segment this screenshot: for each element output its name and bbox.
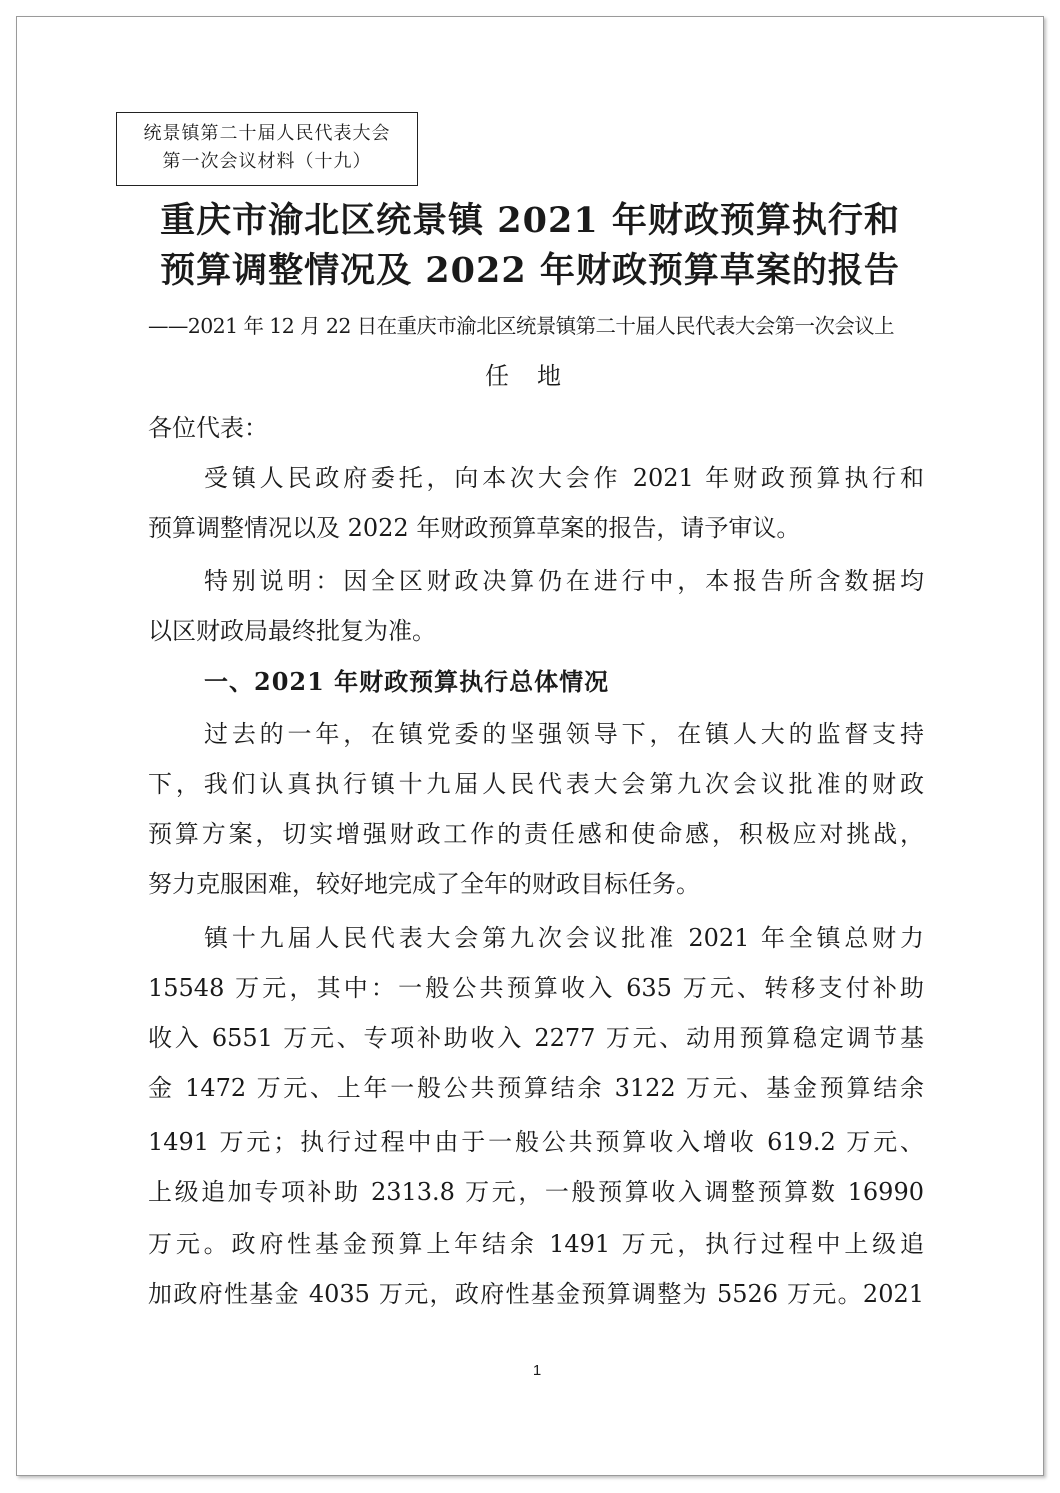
salutation: 各位代表： xyxy=(148,414,268,442)
document-label-line-2: 第一次会议材料（十九） xyxy=(162,151,372,172)
report-subtitle: ——2021 年 12 月 22 日在重庆市渝北区统景镇第二十届人民代表大会第一次会议上 xyxy=(148,314,895,338)
paragraph-line: 特别说明：因全区财政决算仍在进行中，本报告所含数据均 xyxy=(204,567,924,595)
paragraph-line: 收入 6551 万元、专项补助收入 2277 万元、动用预算稳定调节基 xyxy=(148,1024,924,1052)
paragraph-line: 万元。政府性基金预算上年结余 1491 万元，执行过程中上级追 xyxy=(148,1230,924,1258)
paragraph-line: 15548 万元，其中：一般公共预算收入 635 万元、转移支付补助 xyxy=(148,974,924,1002)
paragraph-line: 受镇人民政府委托，向本次大会作 2021 年财政预算执行和 xyxy=(204,464,924,492)
paragraph-line: 预算方案，切实增强财政工作的责任感和使命感，积极应对挑战， xyxy=(148,820,924,848)
paragraph-line: 过去的一年，在镇党委的坚强领导下，在镇人大的监督支持 xyxy=(204,720,924,748)
speaker-name: 任地 xyxy=(485,362,589,390)
section-heading: 一、2021 年财政预算执行总体情况 xyxy=(204,667,610,696)
paragraph-line: 下，我们认真执行镇十九届人民代表大会第九次会议批准的财政 xyxy=(148,770,924,798)
paragraph-line: 努力克服困难，较好地完成了全年的财政目标任务。 xyxy=(148,870,700,898)
document-label-line-1: 统景镇第二十届人民代表大会 xyxy=(143,123,391,144)
page-number: 1 xyxy=(532,1362,542,1379)
paragraph-line: 1491 万元；执行过程中由于一般公共预算收入增收 619.2 万元、 xyxy=(148,1128,924,1156)
paragraph-line: 上级追加专项补助 2313.8 万元，一般预算收入调整预算数 16990 xyxy=(148,1178,924,1206)
paragraph-line: 加政府性基金 4035 万元，政府性基金预算调整为 5526 万元。2021 xyxy=(148,1280,924,1308)
paragraph-line: 镇十九届人民代表大会第九次会议批准 2021 年全镇总财力 xyxy=(204,924,924,952)
report-title-line-2: 预算调整情况及 2022 年财政预算草案的报告 xyxy=(160,250,900,291)
report-title-line-1: 重庆市渝北区统景镇 2021 年财政预算执行和 xyxy=(160,200,900,241)
document-label-box xyxy=(116,112,418,186)
paragraph-line: 预算调整情况以及 2022 年财政预算草案的报告，请予审议。 xyxy=(148,514,801,542)
paragraph-line: 以区财政局最终批复为准。 xyxy=(148,617,436,645)
paragraph-line: 金 1472 万元、上年一般公共预算结余 3122 万元、基金预算结余 xyxy=(148,1074,924,1102)
